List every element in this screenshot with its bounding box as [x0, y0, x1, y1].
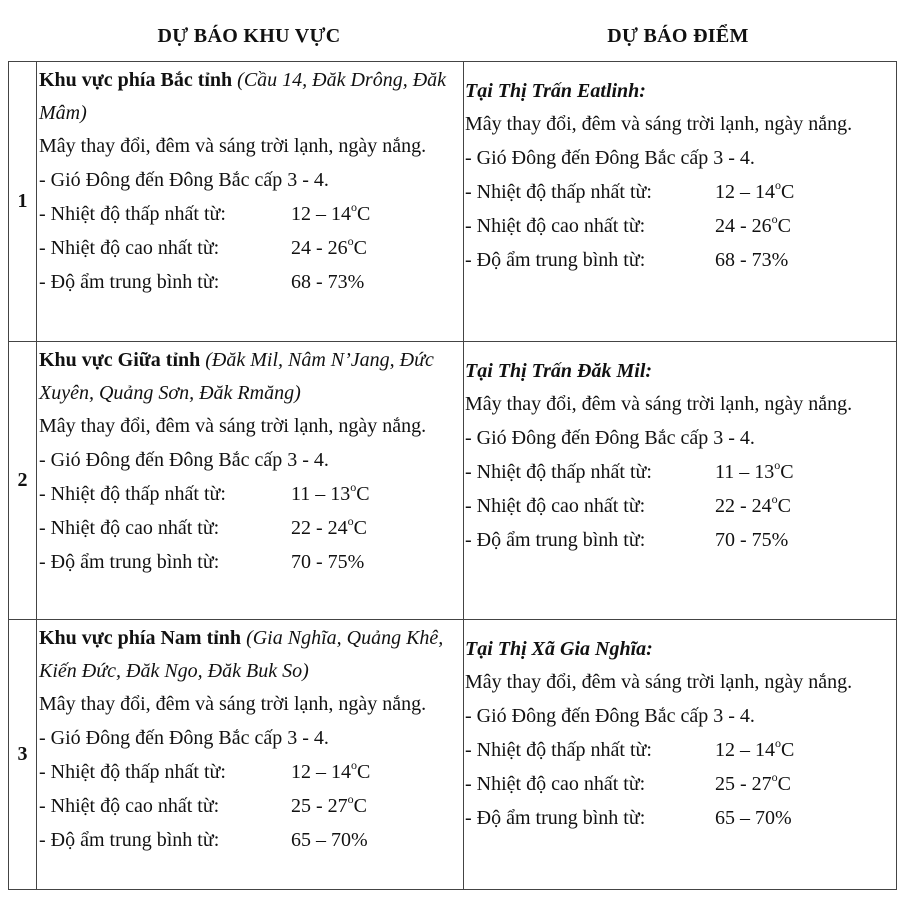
- temp-max-label: - Nhiệt độ cao nhất từ:: [465, 215, 646, 237]
- region-title: [39, 344, 463, 410]
- region-humidity: [39, 823, 463, 857]
- region-description: Mây thay đổi, đêm và sáng trời lạnh, ngày nắng.: [39, 693, 427, 715]
- point-description: Mây thay đổi, đêm và sáng trời lạnh, ngày nắng.: [465, 671, 853, 693]
- degree-sign: o: [771, 770, 778, 784]
- point-forecast-cell: [464, 620, 897, 890]
- region-description: Mây thay đổi, đêm và sáng trời lạnh, ngày nắng.: [39, 415, 427, 437]
- region-temp-min: [39, 477, 463, 511]
- row-number: 1: [9, 62, 37, 342]
- humidity-value: 65 – 70%: [715, 807, 792, 829]
- temp-min-value: 12 – 14: [291, 203, 351, 225]
- region-temp-min: [39, 755, 463, 789]
- temp-min-value: 12 – 14: [715, 181, 775, 203]
- humidity-value: 68 - 73%: [291, 271, 365, 293]
- point-title: Tại Thị Trấn Đăk Mil:: [465, 360, 653, 382]
- point-temp-min: [465, 455, 892, 489]
- point-title: Tại Thị Xã Gia Nghĩa:: [465, 638, 653, 660]
- point-wind: - Gió Đông đến Đông Bắc cấp 3 - 4.: [465, 427, 755, 449]
- region-description: Mây thay đổi, đêm và sáng trời lạnh, ngày nắng.: [39, 135, 427, 157]
- humidity-label: - Độ ẩm trung bình từ:: [39, 829, 220, 851]
- temp-max-label: - Nhiệt độ cao nhất từ:: [39, 795, 220, 817]
- row-number: 3: [9, 620, 37, 890]
- region-localities: (Cầu 14, Đăk Drông, Đăk Mâm): [39, 69, 447, 124]
- celsius-unit: C: [356, 483, 370, 505]
- celsius-unit: C: [357, 203, 371, 225]
- point-description: Mây thay đổi, đêm và sáng trời lạnh, ngày nắng.: [465, 393, 853, 415]
- point-temp-min: [465, 175, 892, 209]
- forecast-table: [8, 61, 897, 890]
- temp-max-value: 22 - 24: [715, 495, 772, 517]
- temp-min-label: - Nhiệt độ thấp nhất từ:: [465, 181, 652, 203]
- point-forecast-cell: [464, 342, 897, 620]
- temp-min-label: - Nhiệt độ thấp nhất từ:: [465, 739, 652, 761]
- table-row: [9, 620, 897, 890]
- degree-sign: o: [774, 458, 781, 472]
- celsius-unit: C: [357, 761, 371, 783]
- humidity-value: 65 – 70%: [291, 829, 368, 851]
- region-title: [39, 64, 463, 130]
- temp-min-label: - Nhiệt độ thấp nhất từ:: [465, 461, 652, 483]
- humidity-label: - Độ ẩm trung bình từ:: [39, 551, 220, 573]
- degree-sign: o: [771, 492, 778, 506]
- celsius-unit: C: [781, 739, 795, 761]
- region-name: Khu vực Giữa tỉnh: [39, 349, 201, 371]
- point-wind: - Gió Đông đến Đông Bắc cấp 3 - 4.: [465, 705, 755, 727]
- temp-max-label: - Nhiệt độ cao nhất từ:: [465, 495, 646, 517]
- point-humidity: [465, 523, 892, 557]
- temp-min-value: 11 – 13: [715, 461, 775, 483]
- table-row: [9, 62, 897, 342]
- point-humidity: [465, 801, 892, 835]
- celsius-unit: C: [777, 495, 792, 517]
- degree-sign: o: [771, 212, 778, 226]
- temp-min-label: - Nhiệt độ thấp nhất từ:: [39, 761, 226, 783]
- point-humidity: [465, 243, 892, 277]
- temp-max-value: 24 - 26: [291, 237, 348, 259]
- point-temp-max: [465, 767, 892, 801]
- region-temp-max: [39, 511, 463, 545]
- temp-max-value: 22 - 24: [291, 517, 348, 539]
- degree-sign: o: [347, 792, 354, 806]
- region-localities: (Gia Nghĩa, Quảng Khê, Kiến Đức, Đăk Ngo, Đăk Buk So): [39, 627, 444, 682]
- temp-min-label: - Nhiệt độ thấp nhất từ:: [39, 483, 226, 505]
- region-forecast-cell: [37, 62, 464, 342]
- celsius-unit: C: [777, 773, 792, 795]
- point-wind: - Gió Đông đến Đông Bắc cấp 3 - 4.: [465, 147, 755, 169]
- temp-max-label: - Nhiệt độ cao nhất từ:: [39, 517, 220, 539]
- point-temp-max: [465, 489, 892, 523]
- degree-sign: o: [351, 758, 357, 772]
- celsius-unit: C: [780, 461, 794, 483]
- region-humidity: [39, 545, 463, 579]
- region-name: Khu vực phía Bắc tỉnh: [39, 69, 233, 91]
- celsius-unit: C: [353, 517, 368, 539]
- humidity-value: 68 - 73%: [715, 249, 789, 271]
- region-wind: - Gió Đông đến Đông Bắc cấp 3 - 4.: [39, 169, 329, 191]
- point-description: Mây thay đổi, đêm và sáng trời lạnh, ngày nắng.: [465, 113, 853, 135]
- point-temp-min: [465, 733, 892, 767]
- celsius-unit: C: [781, 181, 795, 203]
- degree-sign: o: [350, 480, 357, 494]
- region-temp-min: [39, 197, 463, 231]
- humidity-value: 70 - 75%: [291, 551, 365, 573]
- temp-min-value: 11 – 13: [291, 483, 351, 505]
- header-point-forecast: DỰ BÁO ĐIỂM: [607, 25, 749, 47]
- temp-max-value: 24 - 26: [715, 215, 772, 237]
- table-row: [9, 342, 897, 620]
- humidity-label: - Độ ẩm trung bình từ:: [465, 529, 646, 551]
- point-title: Tại Thị Trấn Eatlinh:: [465, 80, 646, 102]
- degree-sign: o: [351, 200, 357, 214]
- temp-min-value: 12 – 14: [291, 761, 351, 783]
- region-forecast-cell: [37, 620, 464, 890]
- region-wind: - Gió Đông đến Đông Bắc cấp 3 - 4.: [39, 727, 329, 749]
- temp-max-label: - Nhiệt độ cao nhất từ:: [465, 773, 646, 795]
- temp-max-value: 25 - 27: [715, 773, 772, 795]
- humidity-label: - Độ ẩm trung bình từ:: [39, 271, 220, 293]
- region-name: Khu vực phía Nam tỉnh: [39, 627, 242, 649]
- degree-sign: o: [775, 178, 781, 192]
- region-humidity: [39, 265, 463, 299]
- region-wind: - Gió Đông đến Đông Bắc cấp 3 - 4.: [39, 449, 329, 471]
- row-number: 2: [9, 342, 37, 620]
- temp-max-value: 25 - 27: [291, 795, 348, 817]
- degree-sign: o: [347, 514, 354, 528]
- point-temp-max: [465, 209, 892, 243]
- temp-min-label: - Nhiệt độ thấp nhất từ:: [39, 203, 226, 225]
- region-localities: (Đăk Mil, Nâm N’Jang, Đức Xuyên, Quảng Sơn, Đăk Rmăng): [39, 349, 434, 404]
- humidity-label: - Độ ẩm trung bình từ:: [465, 249, 646, 271]
- degree-sign: o: [347, 234, 354, 248]
- region-forecast-cell: [37, 342, 464, 620]
- region-temp-max: [39, 789, 463, 823]
- humidity-label: - Độ ẩm trung bình từ:: [465, 807, 646, 829]
- humidity-value: 70 - 75%: [715, 529, 789, 551]
- celsius-unit: C: [777, 215, 792, 237]
- region-title: [39, 622, 463, 688]
- region-temp-max: [39, 231, 463, 265]
- point-forecast-cell: [464, 62, 897, 342]
- celsius-unit: C: [353, 237, 368, 259]
- temp-min-value: 12 – 14: [715, 739, 775, 761]
- degree-sign: o: [775, 736, 781, 750]
- celsius-unit: C: [353, 795, 368, 817]
- temp-max-label: - Nhiệt độ cao nhất từ:: [39, 237, 220, 259]
- header-regional-forecast: DỰ BÁO KHU VỰC: [157, 25, 341, 47]
